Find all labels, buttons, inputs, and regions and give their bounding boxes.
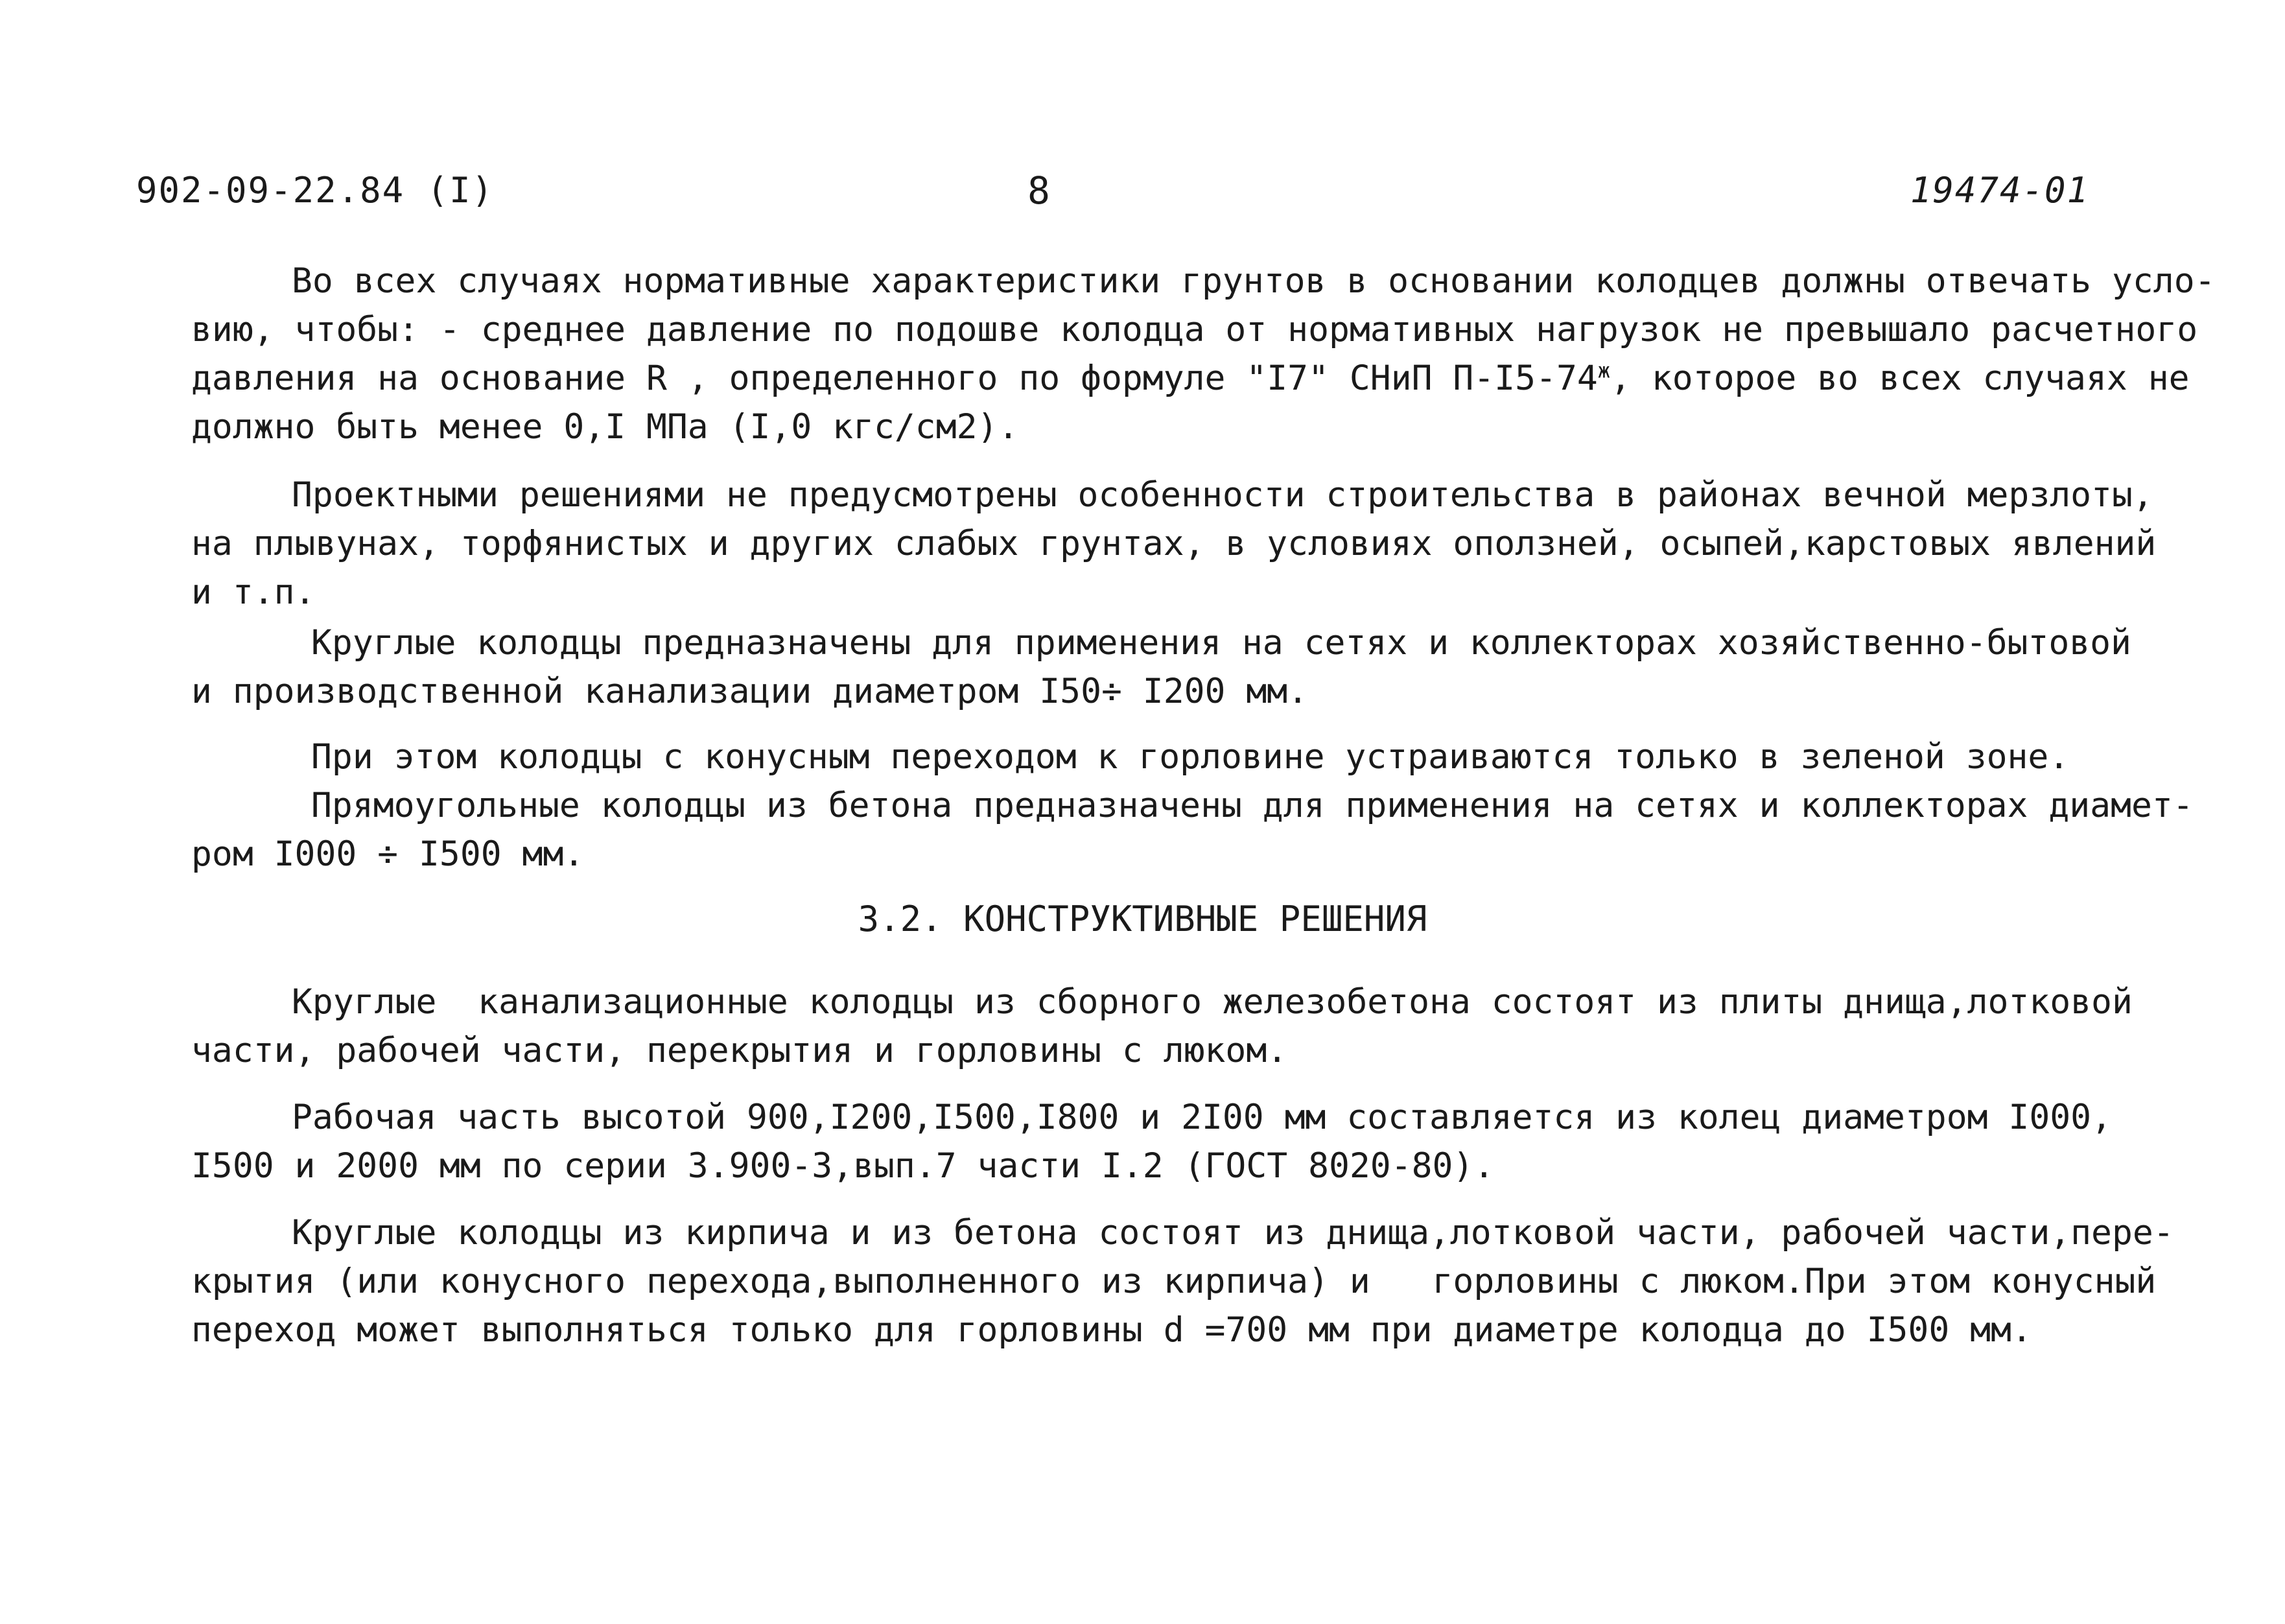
text-fragment: , которое во всех случаях не [1610, 359, 2190, 398]
text-line: Во всех случаях нормативные характеристики грунтов в основании колодцев должны отвечать усло- [292, 261, 2216, 301]
paragraph-working-part [191, 1093, 2129, 1190]
doc-code: 902-09-22.84 (I) [136, 170, 495, 211]
paragraph-brick-concrete-wells [191, 1208, 2174, 1354]
archive-number: 19474-01 [1910, 170, 2089, 211]
text-line: Проектными решениями не предусмотрены особенности строительства в районах вечной мерзлоты, [292, 475, 2153, 515]
paragraph-round-wells-purpose [191, 618, 2129, 716]
text-line-with-superscript [191, 354, 2190, 403]
text-line: и т.п. [191, 572, 316, 612]
text-line: При этом колодцы с конусным переходом к горловине устраиваются только в зеленой зоне. [311, 737, 2070, 777]
text-line: Рабочая часть высотой 900,I200,I500,I800 и 2I00 мм составляется из колец диаметром I000, [292, 1098, 2112, 1137]
text-line: Круглые колодцы из кирпича и из бетона состоят из днища,лотковой части, рабочей части,пере- [292, 1213, 2174, 1253]
paragraph-exclusions [191, 471, 2157, 617]
text-line: вию, чтобы: - среднее давление по подошве колодца от нормативных нагрузок не превышало расчетного [191, 310, 2198, 349]
text-line: Круглые колодцы предназначены для применения на сетях и коллекторах хозяйственно-бытовой [311, 623, 2131, 663]
paragraph-reinforced-concrete-wells [191, 978, 2133, 1075]
text-fragment: давления на основание R , определенного по формуле "I7" СНиП П-I5-74 [191, 359, 1598, 398]
paragraph-soil-requirements [191, 257, 2216, 451]
text-line: части, рабочей части, перекрытия и горловины с люком. [191, 1031, 1288, 1070]
section-title: 3.2. КОНСТРУКТИВНЫЕ РЕШЕНИЯ [858, 899, 1427, 939]
text-line: на плывунах, торфянистых и других слабых грунтах, в условиях оползней, осыпей,карстовых явлений [191, 524, 2157, 563]
text-line: и производственной канализации диаметром I50÷ I200 мм. [191, 672, 1309, 711]
page-number: 8 [1027, 169, 1050, 213]
text-line: Прямоугольные колодцы из бетона предназначены для применения на сетях и коллекторах диамет- [311, 786, 2194, 825]
superscript-mark: ж [1597, 358, 1611, 383]
text-line: крытия (или конусного перехода,выполненного из кирпича) и горловины с люком.При этом конусный [191, 1262, 2157, 1301]
text-line: Круглые канализационные колодцы из сборного железобетона состоят из плиты днища,лотковой [292, 982, 2133, 1022]
text-line: должно быть менее 0,I МПа (I,0 кгс/см2). [191, 407, 1019, 447]
paragraph-cone-and-rectangular [191, 733, 2194, 878]
text-line: I500 и 2000 мм по серии 3.900-3,вып.7 части I.2 (ГОСТ 8020-80). [191, 1146, 1495, 1186]
text-line: ром I000 ÷ I500 мм. [191, 834, 585, 874]
text-line: переход может выполняться только для горловины d =700 мм при диаметре колодца до I500 мм. [191, 1310, 2032, 1350]
